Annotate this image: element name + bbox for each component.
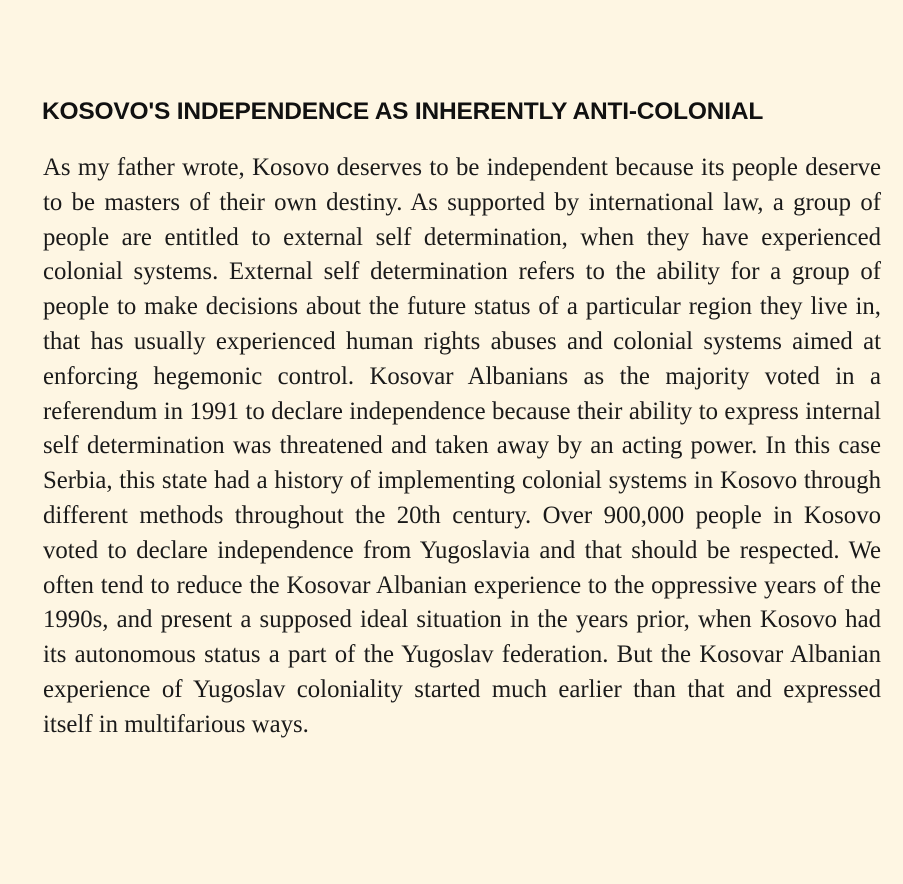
article-title: KOSOVO'S INDEPENDENCE AS INHERENTLY ANTI-COLONIAL: [42, 98, 764, 125]
article-body: As my father wrote, Kosovo deserves to be independent because its people deserve to be masters of their own destiny. As supported by international law, a group of people are entitled to external self determination, when they have experienced colonial systems. External self determination refers to the ability for a group of people to make decisions about the future status of a particular region they live in, that has usually experienced human rights abuses and colonial systems aimed at enforcing hegemonic control. Kosovar Albanians as the majority voted in a referendum in 1991 to declare independence because their ability to express internal self determination was threatened and taken away by an acting power. In this case Serbia, this state had a history of implementing colonial systems in Kosovo through different methods throughout the 20th century. Over 900,000 people in Kosovo voted to declare independence from Yugoslavia and that should be respected. We often tend to reduce the Kosovar Albanian experience to the oppressive years of the 1990s, and present a supposed ideal situation in the years prior, when Kosovo had its autonomous status a part of the Yugoslav federation. But the Kosovar Albanian experience of Yugoslav coloniality started much earlier than that and expressed itself in multifarious ways.: [43, 154, 881, 738]
